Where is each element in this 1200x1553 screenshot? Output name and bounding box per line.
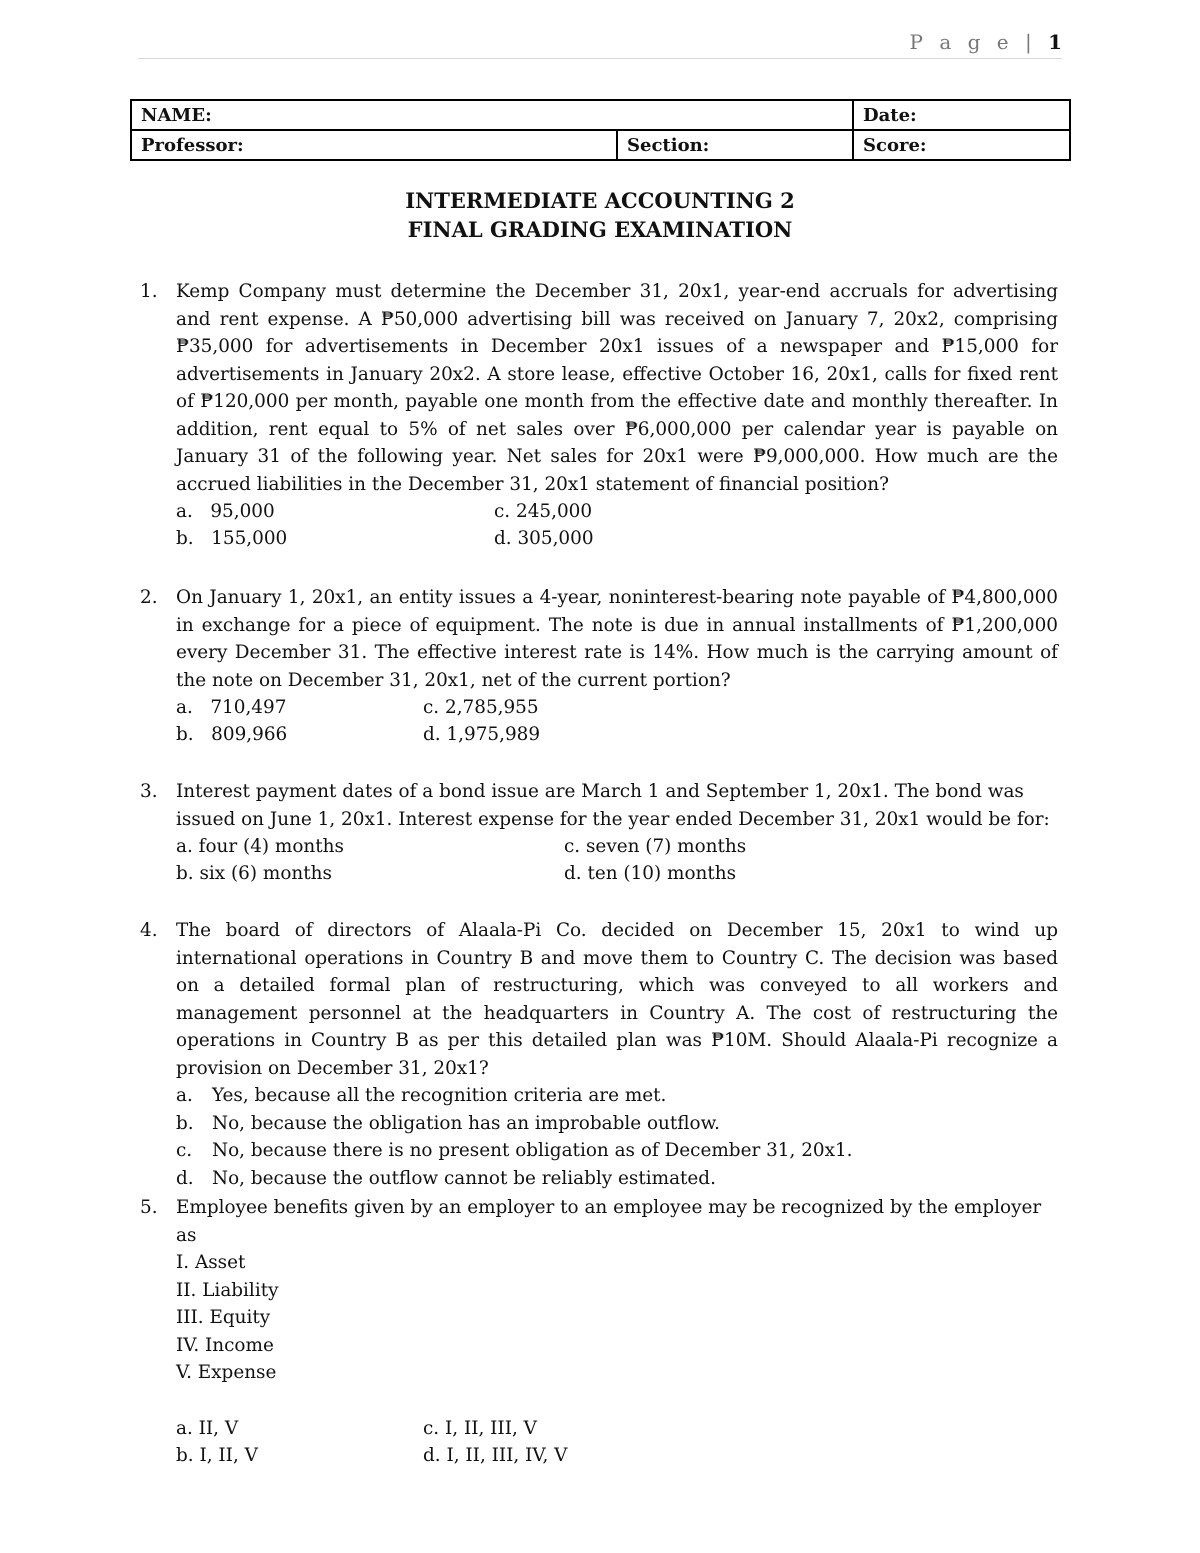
question-4 (140, 917, 1058, 1192)
name-cell: NAME: (131, 100, 853, 130)
answer-options (176, 498, 1058, 553)
option-b: b. six (6) months (176, 863, 332, 884)
list-item: II. Liability (176, 1279, 279, 1301)
option-c: c. No, because there is no present obligation as of December 31, 20x1. (176, 1140, 853, 1161)
question-2 (140, 584, 1058, 749)
option-b: b. I, II, V (176, 1444, 258, 1466)
list-item: III. Equity (176, 1307, 271, 1328)
option-d: d. 1,975,989 (423, 724, 541, 745)
option-c: c. seven (7) months (564, 836, 747, 857)
question-number: 1. (140, 281, 158, 302)
question-number: 3. (140, 781, 158, 802)
option-b: b. 155,000 (176, 528, 288, 549)
option-d: d. ten (10) months (564, 863, 737, 884)
question-number: 4. (140, 920, 158, 941)
course-title: INTERMEDIATE ACCOUNTING 2 (405, 188, 795, 213)
option-a: a. four (4) months (176, 836, 344, 857)
option-c: c. 2,785,955 (423, 697, 539, 718)
option-d: d. No, because the outflow cannot be reliably estimated. (176, 1167, 716, 1189)
page-number: P a g e | 1 (909, 30, 1062, 54)
option-b: b. No, because the obligation has an improbable outflow. (176, 1112, 721, 1134)
professor-cell: Professor: (131, 130, 617, 160)
date-cell: Date: (853, 100, 1070, 130)
question-3 (140, 778, 1058, 888)
exam-subtitle: FINAL GRADING EXAMINATION (407, 217, 793, 242)
list-item: IV. Income (176, 1334, 274, 1356)
question-text: On January 1, 20x1, an entity issues a 4-year, noninterest-bearing note payable of ₱4,800,000 in exchange for a piece of equipment. The note is due in annual installments of ₱1,200,000 every December 31. The effective interest rate is 14%. How much is the carrying amount of the note on December 31, 20x1, net of the current portion? (176, 587, 1058, 691)
option-b: b. 809,966 (176, 724, 288, 745)
question-text: The board of directors of Alaala-Pi Co. decided on December 15, 20x1 to wind up international operations in Country B and move them to Country C. The decision was based on a detailed formal plan of restructuring, which was conveyed to all workers and management personnel at the headquarters in Country A. The cost of restructuring the operations in Country B as per this detailed plan was ₱10M. Should Alaala-Pi recognize a provision on December 31, 20x1? (176, 920, 1058, 1079)
answer-options (176, 833, 1058, 888)
option-c: c. 245,000 (494, 501, 593, 522)
option-a: a. Yes, because all the recognition criteria are met. (176, 1085, 667, 1106)
option-d: d. I, II, III, IV, V (423, 1444, 568, 1466)
option-a: a. 95,000 (176, 501, 275, 522)
page-header (138, 28, 1062, 59)
question-number: 2. (140, 587, 158, 608)
question-number: 5. (140, 1197, 158, 1218)
exam-title (0, 186, 1200, 244)
question-5 (140, 1194, 1058, 1470)
answer-options (176, 694, 1058, 749)
list-item: V. Expense (176, 1362, 277, 1383)
question-text: Employee benefits given by an employer to an employee may be recognized by the employer as (176, 1197, 1042, 1246)
section-cell: Section: (617, 130, 853, 160)
student-info-table (130, 99, 1071, 161)
option-c: c. I, II, III, V (423, 1417, 537, 1439)
question-text: Interest payment dates of a bond issue are March 1 and September 1, 20x1. The bond was issued on June 1, 20x1. Interest expense for the year ended December 31, 20x1 would be for: (176, 781, 1050, 830)
score-cell: Score: (853, 130, 1070, 160)
list-item: I. Asset (176, 1252, 246, 1273)
question-1 (140, 278, 1058, 553)
item-list (176, 1249, 1058, 1387)
option-d: d. 305,000 (494, 528, 594, 549)
question-text: Kemp Company must determine the December 31, 20x1, year-end accruals for advertising and rent expense. A ₱50,000 advertising bill was received on January 7, 20x2, comprising ₱35,000 for advertisements in December 20x1 issues of a newspaper and ₱15,000 for advertisements in January 20x2. A store lease, effective October 16, 20x1, calls for fixed rent of ₱120,000 per month, payable one month from the effective date and monthly thereafter. In addition, rent equal to 5% of net sales over ₱6,000,000 per calendar year is payable on January 31 of the following year. Net sales for 20x1 were ₱9,000,000. How much are the accrued liabilities in the December 31, 20x1 statement of financial position? (176, 281, 1058, 495)
option-a: a. II, V (176, 1417, 239, 1439)
option-a: a. 710,497 (176, 697, 287, 718)
answer-options (176, 1415, 1058, 1470)
